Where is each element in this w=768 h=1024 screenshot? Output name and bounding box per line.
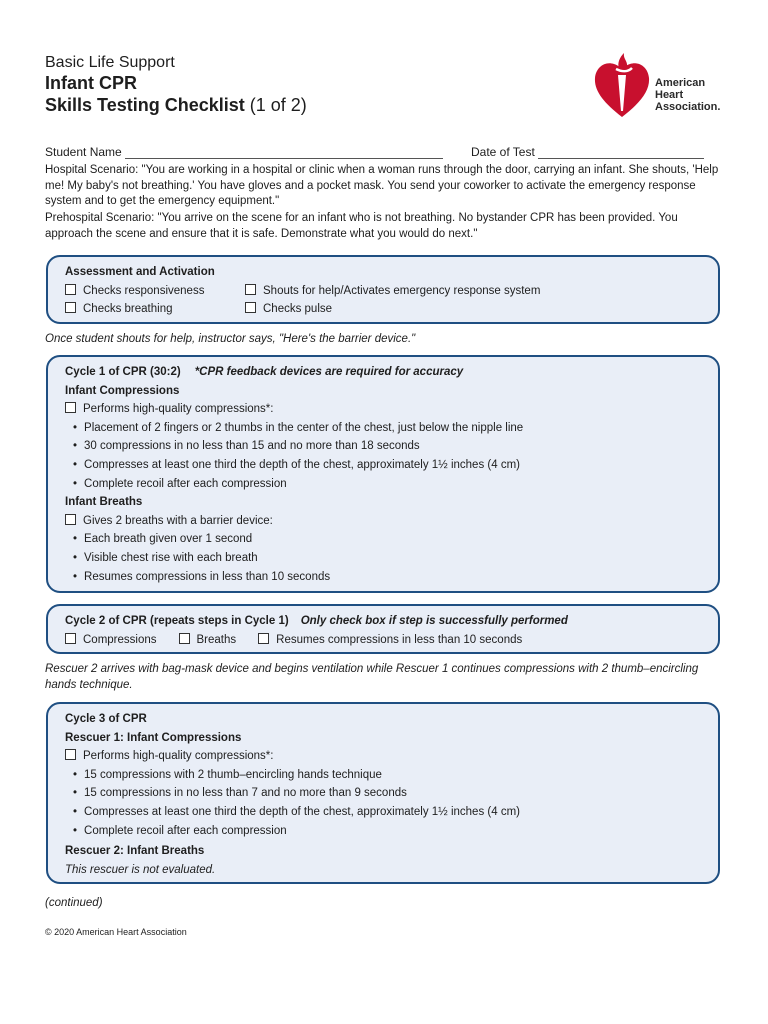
rescuer2-note: Rescuer 2 arrives with bag-mask device and begins ventilation while Rescuer 1 continues compressions with 2 thumb–encircling hands technique. xyxy=(45,663,699,691)
checkbox-label: Shouts for help/Activates emergency response system xyxy=(263,284,541,297)
list-item: • Compresses at least one third the depth of the chest, approximately 1½ inches (4 cm) xyxy=(65,456,718,475)
cycle3-title: Cycle 3 of CPR xyxy=(65,713,147,725)
checkbox-item[interactable] xyxy=(65,282,245,301)
date-of-test-field[interactable] xyxy=(471,145,704,159)
header-subtitle xyxy=(45,94,307,116)
checkbox-label: Checks pulse xyxy=(263,303,333,316)
checkbox[interactable] xyxy=(179,633,190,644)
checkbox-item[interactable] xyxy=(65,631,157,650)
assessment-title: Assessment and Activation xyxy=(65,266,215,278)
prehospital-scenario: Prehospital Scenario: "You arrive on the scene for an infant who is not breathing. No bystander CPR has been provided. You approach the scene and ensure that it is safe. Demonstrate what you would do next." xyxy=(45,212,678,240)
checkbox-item[interactable] xyxy=(65,400,718,419)
checkbox-label: Performs high-quality compressions*: xyxy=(83,403,274,416)
checkbox-label: Performs high-quality compressions*: xyxy=(83,750,274,763)
checkbox-label: Compressions xyxy=(83,633,157,646)
hospital-scenario: Hospital Scenario: "You are working in a hospital or clinic when a woman runs through the door, carrying an infant. She shouts, 'Help me! My baby's not breathing.' You have gloves and a pocket mask. You send your coworker to activate the emergency response system and to get the emergency equipment." xyxy=(45,164,719,207)
logo-text xyxy=(655,77,720,113)
checkbox[interactable] xyxy=(65,302,76,313)
cycle1-heading xyxy=(65,363,718,382)
checkbox[interactable] xyxy=(65,284,76,295)
cycle3-section xyxy=(46,702,720,884)
feedback-note: *CPR feedback devices are required for accuracy xyxy=(194,366,464,378)
cycle2-section xyxy=(46,604,720,654)
cycle2-row xyxy=(65,631,718,650)
cycle2-heading xyxy=(65,612,718,631)
checkbox[interactable] xyxy=(65,633,76,644)
logo-line1: American xyxy=(655,77,706,89)
continued-label: (continued) xyxy=(45,897,103,909)
aha-logo xyxy=(592,45,732,120)
logo-line3: Association. xyxy=(655,101,721,113)
checkbox-item[interactable] xyxy=(245,282,540,301)
assessment-section xyxy=(46,255,720,324)
assessment-row1 xyxy=(65,282,718,301)
heart-torch-icon xyxy=(592,45,654,120)
checkbox-label: Resumes compressions in less than 10 seconds xyxy=(276,633,523,646)
checkbox-label: Breaths xyxy=(196,633,237,646)
checkbox-label: Checks breathing xyxy=(83,303,173,316)
list-item: • 15 compressions in no less than 7 and no more than 9 seconds xyxy=(65,784,718,803)
date-of-test-label: Date of Test xyxy=(471,145,535,159)
checkbox-item[interactable] xyxy=(258,631,522,650)
list-item: • Resumes compressions in less than 10 seconds xyxy=(65,568,718,587)
checkbox[interactable] xyxy=(65,749,76,760)
list-item: • 30 compressions in no less than 15 and no more than 18 seconds xyxy=(65,437,718,456)
rescuer2-title: Rescuer 2: Infant Breaths xyxy=(65,845,205,858)
checkbox-item[interactable] xyxy=(179,631,237,650)
checkbox[interactable] xyxy=(65,402,76,413)
subtitle-part: (1 of 2) xyxy=(244,95,307,115)
date-of-test-line[interactable] xyxy=(538,145,704,159)
checkbox-label: Checks responsiveness xyxy=(83,284,205,297)
checkbox[interactable] xyxy=(258,633,269,644)
checkbox[interactable] xyxy=(245,284,256,295)
list-item: • 15 compressions with 2 thumb–encircling hands technique xyxy=(65,766,718,785)
subtitle-bold: Skills Testing Checklist xyxy=(45,95,245,115)
checkbox[interactable] xyxy=(65,514,76,525)
checkbox[interactable] xyxy=(245,302,256,313)
header-line1: Basic Life Support xyxy=(45,54,175,71)
assessment-row2 xyxy=(65,300,718,319)
infant-breaths-title: Infant Breaths xyxy=(65,496,143,509)
copyright: © 2020 American Heart Association xyxy=(45,927,187,937)
cycle2-title: Cycle 2 of CPR (repeats steps in Cycle 1) xyxy=(65,615,289,627)
cycle1-section xyxy=(46,355,720,593)
infant-compressions-title: Infant Compressions xyxy=(65,384,180,397)
list-item: • Visible chest rise with each breath xyxy=(65,549,718,568)
header-title: Infant CPR xyxy=(45,73,137,93)
rescuer2-not-evaluated: This rescuer is not evaluated. xyxy=(65,863,216,876)
student-name-line[interactable] xyxy=(125,145,443,159)
rescuer1-title: Rescuer 1: Infant Compressions xyxy=(65,731,242,744)
list-item: • Complete recoil after each compression xyxy=(65,475,718,494)
instructor-note: Once student shouts for help, instructor says, "Here's the barrier device." xyxy=(45,333,416,345)
list-item: • Complete recoil after each compression xyxy=(65,822,718,841)
list-item: • Compresses at least one third the depth of the chest, approximately 1½ inches (4 cm) xyxy=(65,803,718,822)
checkbox-item[interactable] xyxy=(65,512,718,531)
list-item: • Placement of 2 fingers or 2 thumbs in the center of the chest, just below the nipple line xyxy=(65,419,718,438)
student-name-label: Student Name xyxy=(45,145,122,159)
checkbox-item[interactable] xyxy=(65,747,718,766)
checkbox-item[interactable] xyxy=(245,300,332,319)
document-header xyxy=(45,52,307,116)
list-item: • Each breath given over 1 second xyxy=(65,530,718,549)
checkbox-label: Gives 2 breaths with a barrier device: xyxy=(83,514,273,527)
logo-line2: Heart xyxy=(655,89,684,101)
student-name-field[interactable] xyxy=(45,145,443,159)
checkbox-item[interactable] xyxy=(65,300,245,319)
cycle1-title: Cycle 1 of CPR (30:2) xyxy=(65,366,181,378)
cycle2-note: Only check box if step is successfully performed xyxy=(300,615,568,627)
